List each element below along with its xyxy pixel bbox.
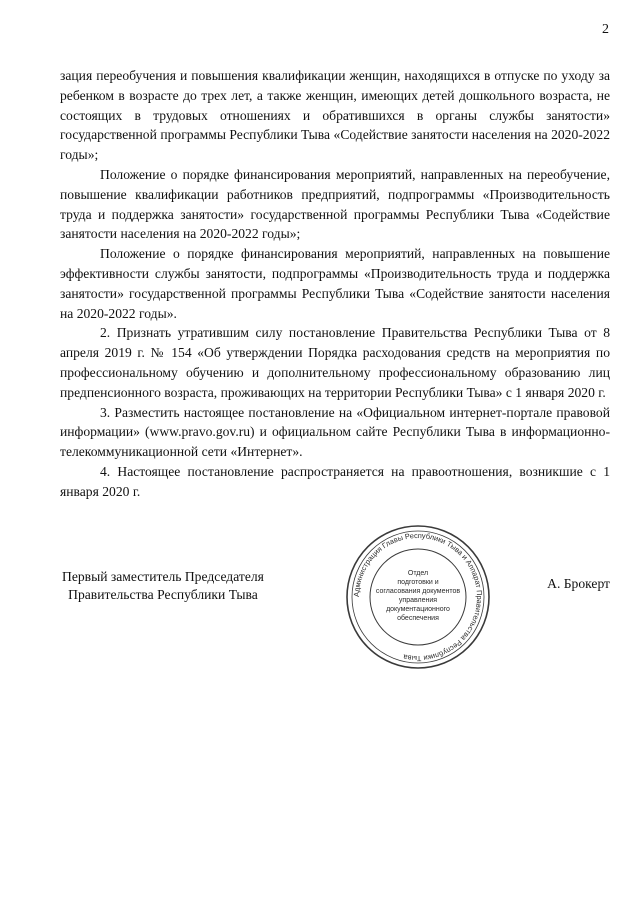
official-seal — [343, 522, 493, 672]
seal-center-line: обеспечения — [397, 615, 439, 622]
signatory-position — [62, 568, 264, 604]
seal-center-line: согласования документов — [375, 588, 461, 595]
document-body — [60, 66, 610, 502]
paragraph: 4. Настоящее постановление распространяется на правоотношения, возникшие с 1 января 2020 г. — [60, 463, 610, 499]
paragraph: Положение о порядке финансирования мероприятий, направленных на переобучение, повышение квалификации работников предприятий, подпрограммы «Производительность труда и поддержка занятости» государственной программы Республики Тыва «Содействие занятости населения на 2020-2022 годы»; — [60, 166, 610, 242]
seal-center-line: документационного — [386, 606, 450, 613]
page-number: 2 — [602, 22, 609, 37]
signatory-name: А. Брокерт — [547, 576, 610, 591]
paragraph: 3. Разместить настоящее постановление на «Официальном интернет-портале правовой информации» (www.pravo.gov.ru) и официальном сайте Республики Тыва в информационно-телекоммуникационной сети «Интернет». — [60, 404, 610, 460]
paragraph: 2. Признать утратившим силу постановление Правительства Республики Тыва от 8 апреля 2019 г. № 154 «Об утверждении Порядка расходования средств на мероприятия по профессиональному обучению и дополнительному профессиональному образованию лиц предпенсионного возраста, проживающих на территории Республики Тыва» с 1 января 2020 г. — [60, 325, 610, 400]
seal-center-line: Отдел — [407, 570, 429, 577]
seal-center-line: управления — [398, 597, 438, 604]
seal-ring-textpath: Администрация Главы Республики Тыва и Аппарат Правительства Республики Тыва — [351, 530, 485, 664]
paragraph: зация переобучения и повышения квалификации женщин, находящихся в отпуске по уходу за ребенком в возрасте до трех лет, а также женщин, имеющих детей дошкольного возраста, не состоящих в трудовых отношениях и обратившихся в органы службы занятости» государственной программы Республики Тыва «Содействие занятости населения на 2020-2022 годы»; — [60, 68, 610, 163]
seal-center-line: подготовки и — [397, 579, 439, 586]
paragraph: Положение о порядке финансирования мероприятий, направленных на повышение эффективности службы занятости, подпрограммы «Производительность труда и поддержка занятости» государственной программы Республики Тыва «Содействие занятости населения на 2020-2022 годы». — [60, 246, 610, 321]
signatory-position-line: Первый заместитель Председателя — [62, 569, 264, 584]
signatory-position-line: Правительства Республики Тыва — [68, 587, 258, 602]
